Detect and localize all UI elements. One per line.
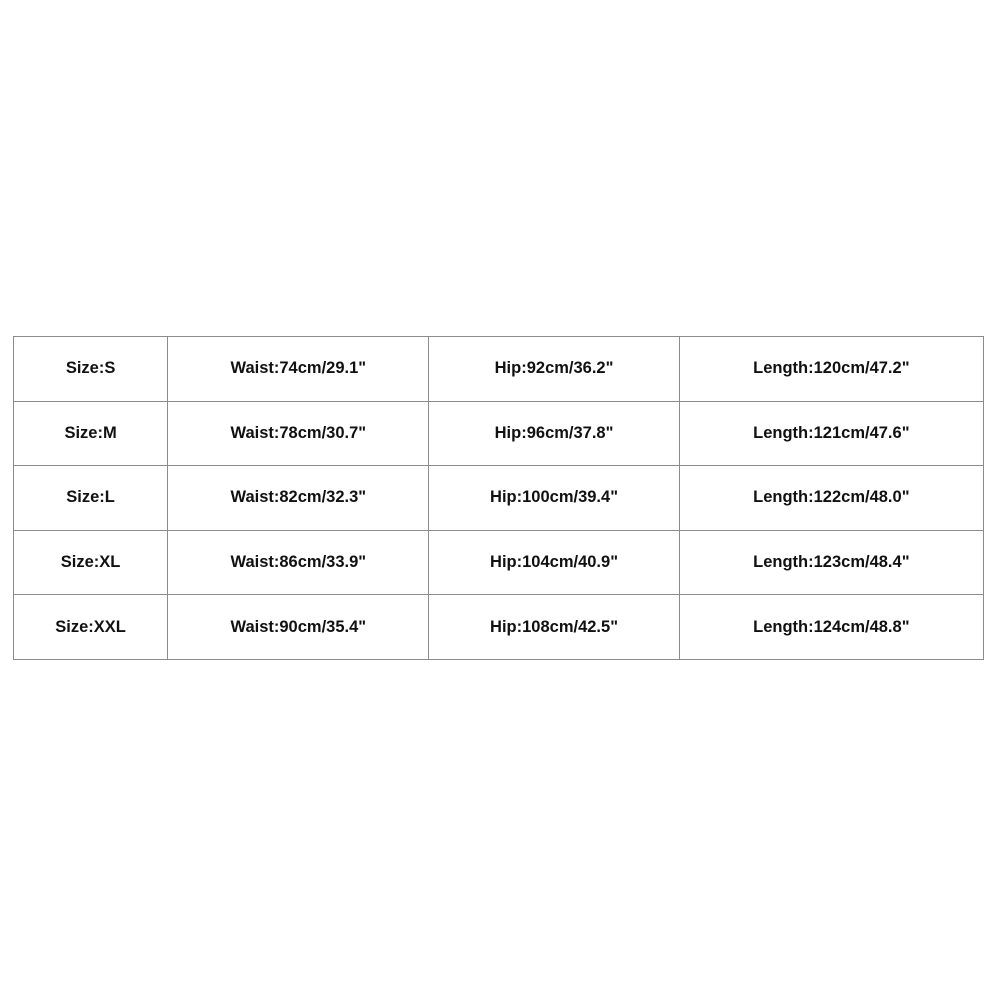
length-cell: Length:122cm/48.0" — [679, 466, 983, 531]
length-cell: Length:123cm/48.4" — [679, 530, 983, 595]
table-row — [14, 466, 984, 531]
size-cell: Size:L — [14, 466, 168, 531]
waist-cell: Waist:82cm/32.3" — [168, 466, 429, 531]
size-cell: Size:XXL — [14, 595, 168, 660]
hip-cell: Hip:100cm/39.4" — [429, 466, 679, 531]
length-cell: Length:124cm/48.8" — [679, 595, 983, 660]
hip-cell: Hip:104cm/40.9" — [429, 530, 679, 595]
waist-cell: Waist:90cm/35.4" — [168, 595, 429, 660]
waist-cell: Waist:78cm/30.7" — [168, 401, 429, 466]
size-cell: Size:XL — [14, 530, 168, 595]
length-cell: Length:121cm/47.6" — [679, 401, 983, 466]
table-row — [14, 401, 984, 466]
length-cell: Length:120cm/47.2" — [679, 337, 983, 402]
size-chart-table — [13, 336, 984, 660]
hip-cell: Hip:92cm/36.2" — [429, 337, 679, 402]
table-row — [14, 530, 984, 595]
waist-cell: Waist:86cm/33.9" — [168, 530, 429, 595]
hip-cell: Hip:96cm/37.8" — [429, 401, 679, 466]
waist-cell: Waist:74cm/29.1" — [168, 337, 429, 402]
size-cell: Size:S — [14, 337, 168, 402]
table-row — [14, 337, 984, 402]
size-cell: Size:M — [14, 401, 168, 466]
table-row — [14, 595, 984, 660]
hip-cell: Hip:108cm/42.5" — [429, 595, 679, 660]
